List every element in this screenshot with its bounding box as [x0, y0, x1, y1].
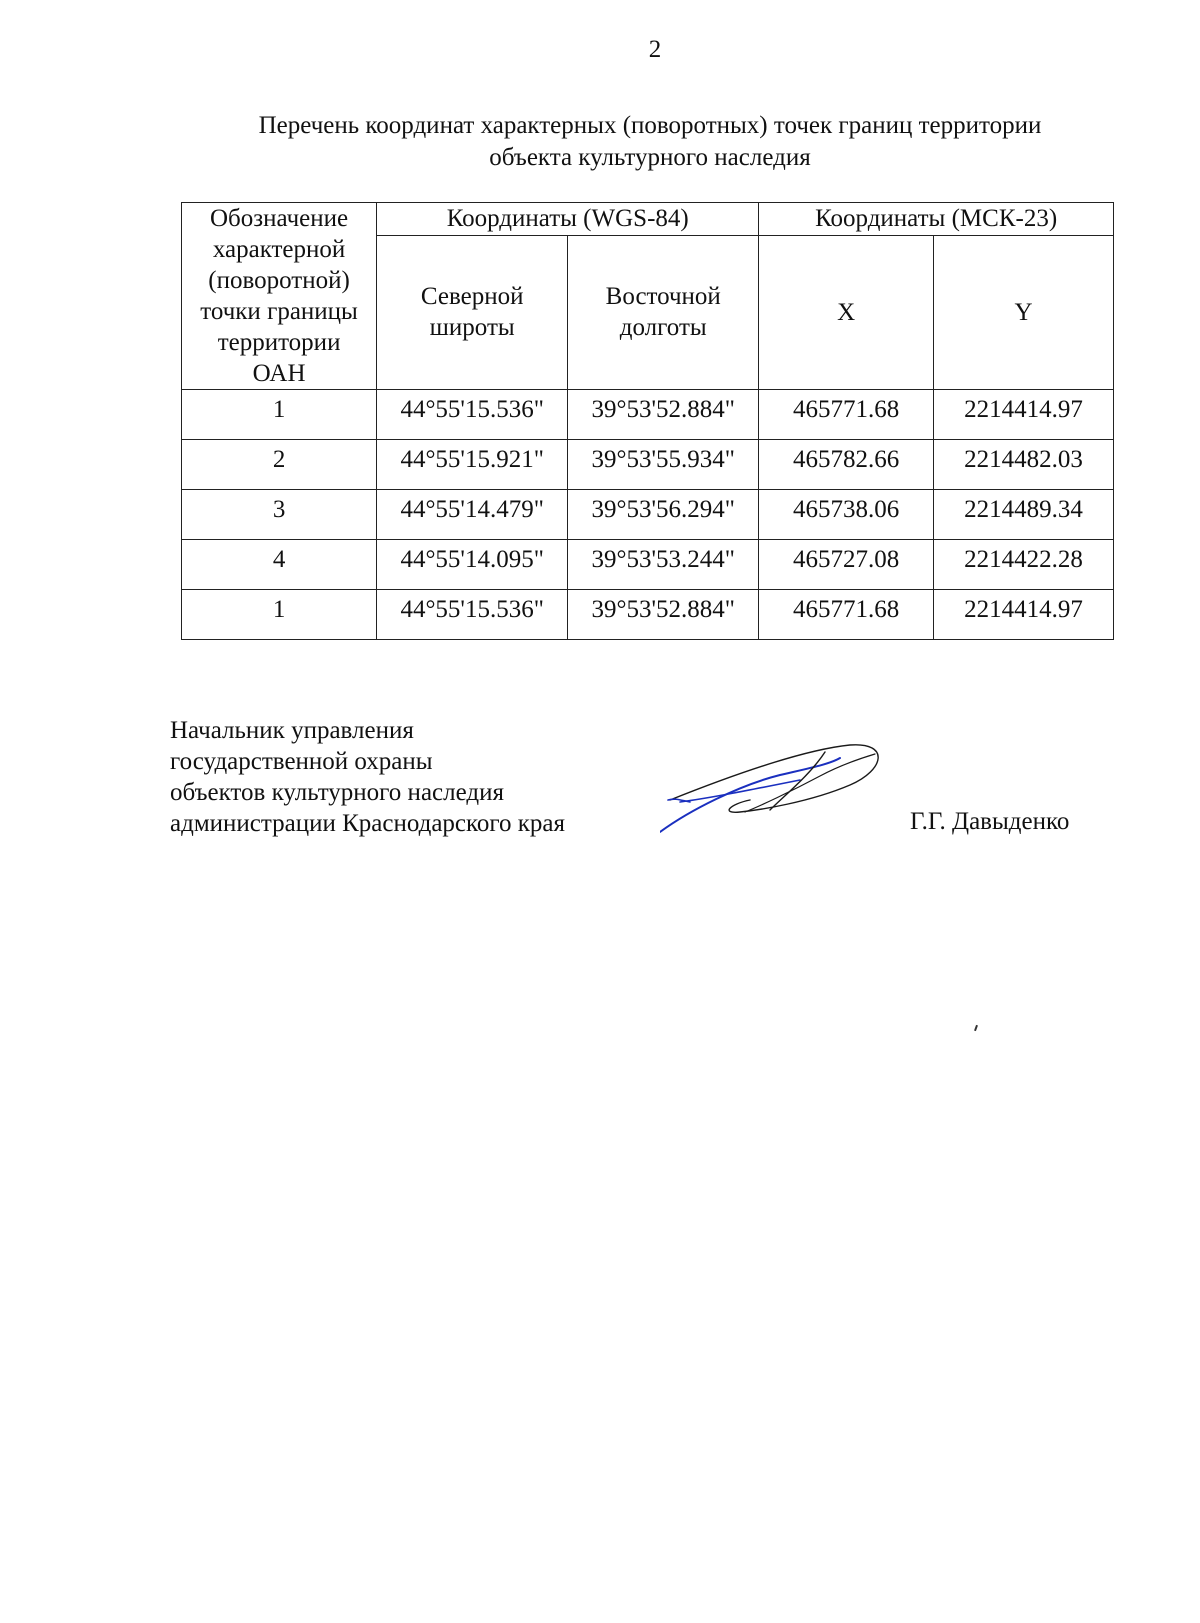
signature-stroke-5	[668, 799, 690, 802]
signatory-position-line: администрации Краснодарского края	[170, 810, 566, 837]
cell-point: 4	[182, 540, 377, 590]
cell-y: 2214414.97	[934, 590, 1114, 640]
coordinates-table	[181, 202, 1114, 640]
header-longitude-line: Восточной	[605, 283, 721, 311]
cell-point: 1	[182, 390, 377, 440]
cell-x: 465771.68	[759, 390, 934, 440]
cell-point: 3	[182, 490, 377, 540]
cell-latitude: 44°55'14.095"	[377, 540, 568, 590]
cell-latitude: 44°55'15.536"	[377, 590, 568, 640]
cell-point: 2	[182, 440, 377, 490]
cell-x: 465738.06	[759, 490, 934, 540]
header-latitude-line: широты	[429, 314, 515, 342]
cell-latitude: 44°55'15.536"	[377, 390, 568, 440]
signatory-position-line: государственной охраны	[170, 748, 433, 775]
page-number: 2	[648, 36, 662, 63]
signatory-name: Г.Г. Давыденко	[910, 808, 1070, 835]
cell-longitude: 39°53'55.934"	[568, 440, 759, 490]
cell-longitude: 39°53'52.884"	[568, 390, 759, 440]
header-x: X	[759, 235, 934, 389]
header-point-line: территории	[217, 329, 341, 356]
cell-longitude: 39°53'56.294"	[568, 490, 759, 540]
header-longitude	[568, 235, 759, 389]
table-row	[182, 590, 1114, 640]
cell-y: 2214489.34	[934, 490, 1114, 540]
signatory-position-line: Начальник управления	[170, 717, 414, 744]
cell-x: 465727.08	[759, 540, 934, 590]
document-title-line-2: объекта культурного наследия	[489, 144, 811, 171]
cell-y: 2214422.28	[934, 540, 1114, 590]
header-point-line: Обозначение	[209, 205, 349, 232]
table-row	[182, 390, 1114, 440]
header-point-line: (поворотной)	[208, 267, 350, 294]
handwritten-signature	[660, 740, 900, 860]
header-latitude-line: Северной	[420, 283, 524, 311]
header-point-line: ОАН	[252, 360, 306, 387]
table-row	[182, 490, 1114, 540]
cell-y: 2214414.97	[934, 390, 1114, 440]
header-y: Y	[934, 235, 1114, 389]
header-point-designation	[182, 203, 377, 390]
cell-x: 465782.66	[759, 440, 934, 490]
cell-x: 465771.68	[759, 590, 934, 640]
table-row	[182, 440, 1114, 490]
cell-y: 2214482.03	[934, 440, 1114, 490]
header-longitude-line: долготы	[619, 314, 707, 342]
header-wgs84-group: Координаты (WGS-84)	[377, 203, 759, 236]
cell-latitude: 44°55'15.921"	[377, 440, 568, 490]
signatory-position	[170, 715, 565, 839]
cell-longitude: 39°53'52.884"	[568, 590, 759, 640]
header-point-line: характерной	[212, 236, 346, 263]
scan-artifact	[974, 1025, 978, 1031]
signature-stroke	[660, 758, 840, 832]
header-point-line: точки границы	[200, 298, 358, 325]
document-title-line-1: Перечень координат характерных (поворотных) точек границ территории	[258, 112, 1042, 139]
cell-point: 1	[182, 590, 377, 640]
header-latitude	[377, 235, 568, 389]
cell-latitude: 44°55'14.479"	[377, 490, 568, 540]
signature-loop	[670, 745, 878, 812]
signatory-position-line: объектов культурного наследия	[170, 779, 504, 806]
cell-longitude: 39°53'53.244"	[568, 540, 759, 590]
document-title	[170, 110, 1130, 174]
table-row	[182, 540, 1114, 590]
header-msk23-group: Координаты (МСК-23)	[759, 203, 1114, 236]
